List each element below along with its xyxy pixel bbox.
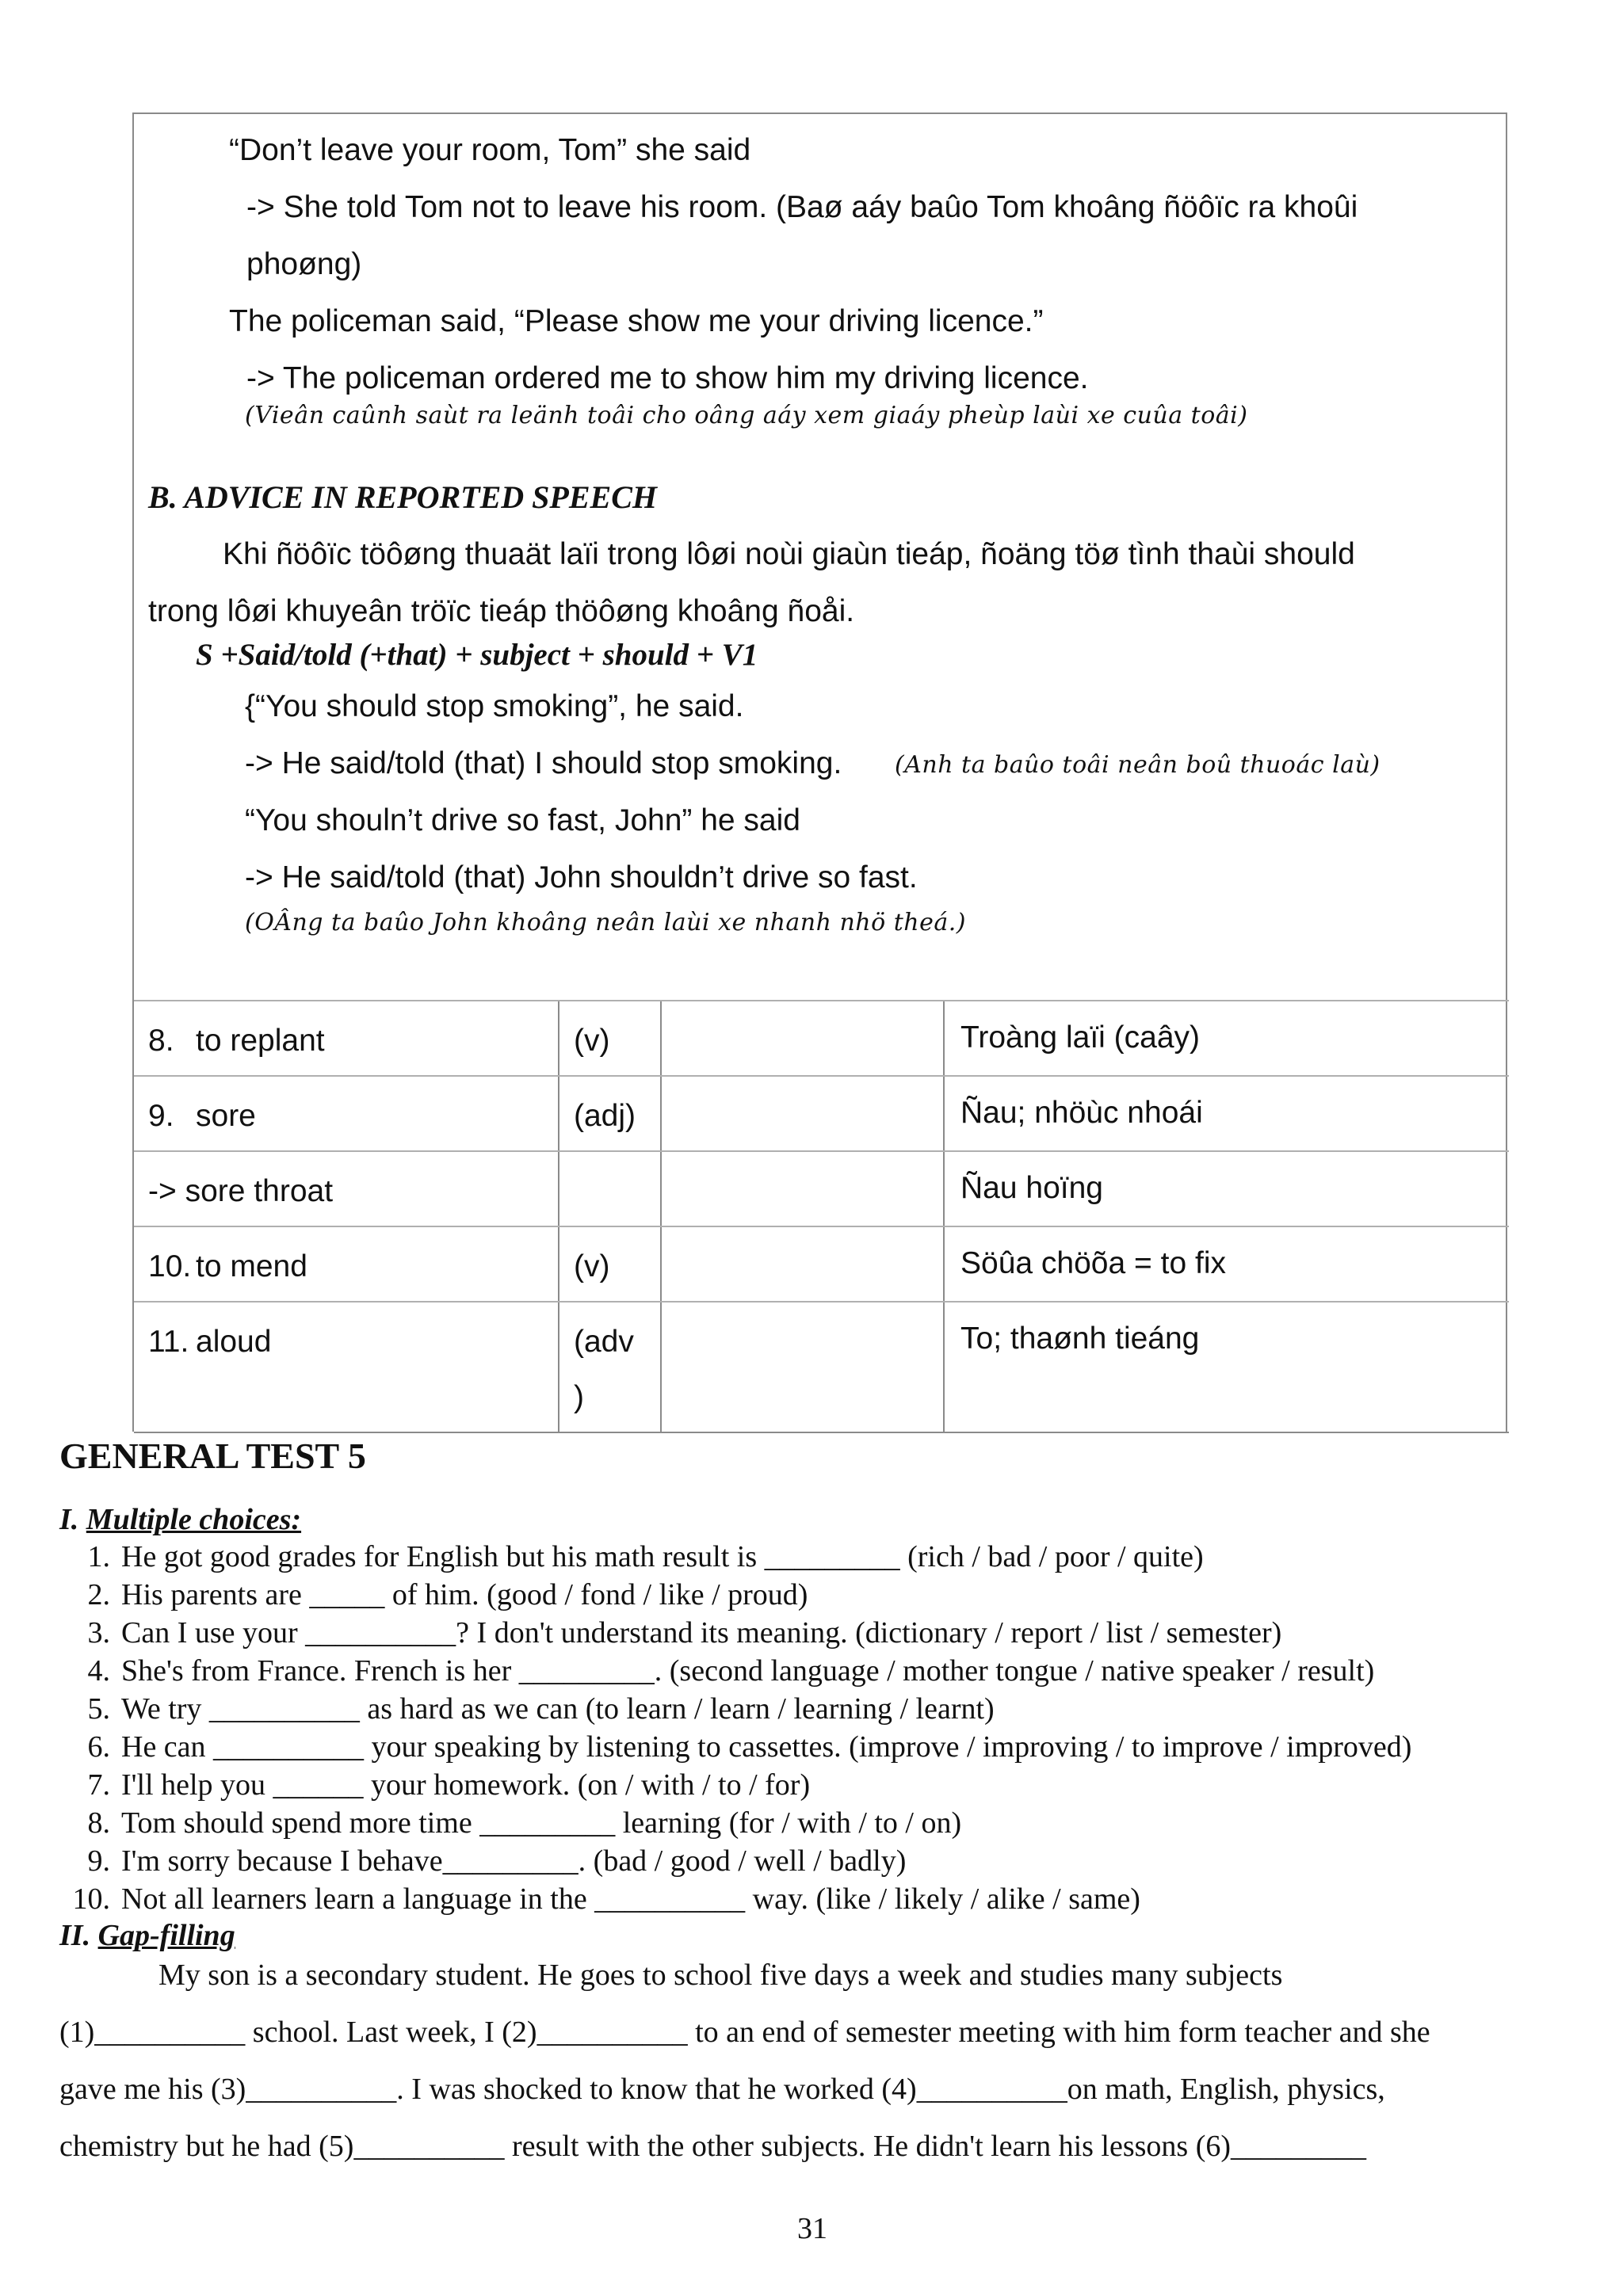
list-item: 6. He can __________ your speaking by listening to cassettes. (improve / improving / to improve / improved) xyxy=(87,1730,1412,1764)
table-row xyxy=(134,1301,1509,1433)
advice-ex1-result: -> He said/told (that) I should stop smoking. xyxy=(245,746,842,780)
vocab-meaning: Troàng laïi (caây) xyxy=(960,1020,1201,1055)
passage-line: gave me his (3)__________. I was shocked to know that he worked (4)__________on math, English, physics, xyxy=(59,2073,1385,2106)
list-item: 2. His parents are _____ of him. (good / fond / like / proud) xyxy=(87,1578,808,1611)
list-item: 3. Can I use your __________? I don't understand its meaning. (dictionary / report / list / semester) xyxy=(87,1616,1282,1650)
advice-ex2-quote: “You shouln’t drive so fast, John” he said xyxy=(245,803,800,837)
list-item: 9. I'm sorry because I behave_________. (bad / good / well / badly) xyxy=(87,1844,907,1878)
advice-ex1-translation: (Anh ta baûo toâi neân boû thuoác laù) xyxy=(895,751,1381,779)
vocab-pos: (v) xyxy=(574,1024,610,1058)
list-item: 5. We try __________ as hard as we can (to learn / learn / learning / learnt) xyxy=(87,1692,995,1726)
passage-line: My son is a secondary student. He goes to school five days a week and studies many subjects xyxy=(158,1958,1283,1992)
vocab-num: 9. xyxy=(148,1099,174,1133)
advice-formula: S +Said/told (+that) + subject + should + V1 xyxy=(196,638,758,672)
ex1-quote: “Don’t leave your room, Tom” she said xyxy=(229,133,751,167)
advice-ex2-translation: (OÂng ta baûo John khoâng neân laùi xe nhanh nhö theá.) xyxy=(245,909,966,936)
vocab-word: to mend xyxy=(196,1249,307,1283)
section-heading-multiple-choice xyxy=(59,1501,301,1538)
ex1-result-cont: phoøng) xyxy=(246,247,362,281)
vocab-meaning: Ñau; nhöùc nhoái xyxy=(960,1096,1203,1130)
vocab-meaning: Ñau hoïng xyxy=(960,1171,1103,1205)
vocab-meaning: Söûa chöõa = to fix xyxy=(960,1246,1226,1280)
table-row xyxy=(134,1000,1509,1075)
ex2-translation: (Vieân caûnh saùt ra leänh toâi cho oâng aáy xem giaáy pheùp laùi xe cuûa toâi) xyxy=(245,402,1248,429)
passage-line: (1)__________ school. Last week, I (2)__________ to an end of semester meeting with him form teacher and she xyxy=(59,2016,1430,2049)
list-item: 4. She's from France. French is her _________. (second language / mother tongue / native speaker / result) xyxy=(87,1654,1375,1688)
vocab-word: aloud xyxy=(196,1325,272,1359)
vocab-word: -> sore throat xyxy=(148,1174,334,1208)
list-item: 10. Not all learners learn a language in the __________ way. (like / likely / alike / same) xyxy=(72,1882,1140,1916)
section-roman: I. xyxy=(59,1503,79,1536)
vocab-meaning: To; thaønh tieáng xyxy=(960,1322,1200,1356)
vocab-num: 8. xyxy=(148,1024,174,1058)
list-item: 7. I'll help you ______ your homework. (on / with / to / for) xyxy=(87,1768,811,1802)
vocab-pos: (v) xyxy=(574,1249,610,1283)
page-number: 31 xyxy=(797,2212,827,2245)
grammar-box xyxy=(132,113,1507,1432)
section-title: Gap-filling xyxy=(97,1919,235,1952)
vocab-pos: (adv xyxy=(574,1325,634,1359)
section-roman: II. xyxy=(59,1919,91,1952)
list-item: 1. He got good grades for English but his math result is _________ (rich / bad / poor / quite) xyxy=(87,1540,1204,1573)
vocab-pos: (adj) xyxy=(574,1099,636,1133)
ex2-result: -> The policeman ordered me to show him my driving licence. xyxy=(246,361,1089,395)
table-row xyxy=(134,1226,1509,1301)
advice-ex1-quote: {“You should stop smoking”, he said. xyxy=(245,689,744,723)
advice-intro-1: Khi ñöôïc töôøng thuaät laïi trong lôøi noùi giaùn tieáp, ñoäng töø tình thaùi should xyxy=(223,537,1355,571)
vocab-num: 10. xyxy=(148,1249,192,1283)
advice-intro-2: trong lôøi khuyeân tröïc tieáp thöôøng khoâng ñoåi. xyxy=(148,594,855,628)
passage-line: chemistry but he had (5)__________ result with the other subjects. He didn't learn his lessons (6)_________ xyxy=(59,2130,1367,2163)
section-title: Multiple choices: xyxy=(86,1503,302,1536)
advice-heading: B. ADVICE IN REPORTED SPEECH xyxy=(148,479,658,515)
vocab-num: 11. xyxy=(148,1325,189,1359)
vocab-pos-cont: ) xyxy=(574,1380,584,1414)
ex2-quote: The policeman said, “Please show me your driving licence.” xyxy=(229,304,1044,338)
ex1-result: -> She told Tom not to leave his room. (Baø aáy baûo Tom khoâng ñöôïc ra khoûi xyxy=(246,190,1358,224)
list-item: 8. Tom should spend more time _________ learning (for / with / to / on) xyxy=(87,1806,962,1840)
table-row xyxy=(134,1150,1509,1226)
table-row xyxy=(134,1075,1509,1150)
vocab-word: sore xyxy=(196,1099,256,1133)
section-heading-gap-filling xyxy=(59,1917,235,1954)
advice-ex2-result: -> He said/told (that) John shouldn’t drive so fast. xyxy=(245,860,918,894)
test-title: GENERAL TEST 5 xyxy=(59,1436,366,1476)
vocab-word: to replant xyxy=(196,1024,325,1058)
